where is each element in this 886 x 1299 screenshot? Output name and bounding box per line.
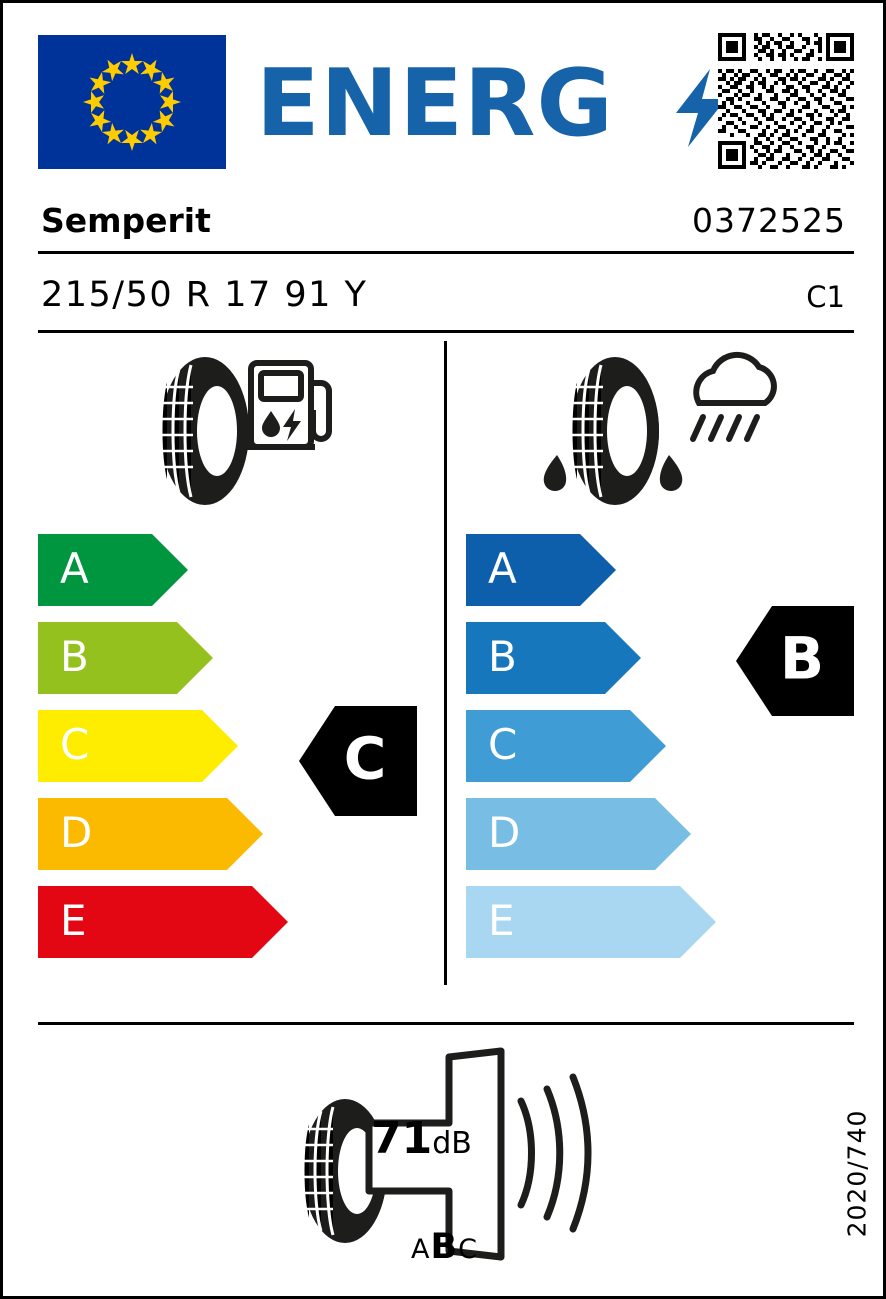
fuel-grade-scale bbox=[38, 534, 308, 974]
noise-value bbox=[371, 1113, 472, 1164]
fuel-grade-c bbox=[38, 710, 308, 782]
grade-letter: D bbox=[60, 808, 93, 858]
wet-grade-a bbox=[466, 534, 736, 606]
grade-letter: A bbox=[488, 544, 517, 594]
tyre-icon bbox=[571, 357, 659, 505]
grade-letter: B bbox=[60, 632, 89, 682]
fuel-pump-icon bbox=[247, 363, 329, 447]
supplier-code: 0372525 bbox=[692, 201, 846, 240]
regulation-text: 2020/740 bbox=[842, 1109, 872, 1238]
wet-grade-b bbox=[466, 622, 736, 694]
grade-letter: D bbox=[488, 808, 521, 858]
vertical-divider bbox=[444, 341, 447, 985]
divider-3 bbox=[38, 1022, 854, 1025]
grade-letter: B bbox=[488, 632, 517, 682]
noise-class-c: C bbox=[458, 1234, 479, 1265]
wet-grade-e bbox=[466, 886, 736, 958]
divider-1 bbox=[38, 251, 854, 254]
brand-name: Semperit bbox=[41, 201, 211, 240]
eu-flag-icon bbox=[38, 35, 226, 169]
noise-class-scale bbox=[411, 1227, 478, 1267]
page-title: ENERG bbox=[256, 49, 614, 157]
sound-waves-icon bbox=[521, 1077, 588, 1229]
grade-letter: A bbox=[60, 544, 89, 594]
noise-unit: dB bbox=[432, 1126, 472, 1161]
noise-class-b-selected: B bbox=[430, 1227, 459, 1267]
grade-letter: C bbox=[488, 720, 518, 770]
grade-letter: E bbox=[60, 896, 87, 946]
grade-letter: E bbox=[488, 896, 515, 946]
fuel-grade-e bbox=[38, 886, 308, 958]
regulation-reference bbox=[839, 1090, 872, 1250]
fuel-grade-b bbox=[38, 622, 308, 694]
wet-grade-c bbox=[466, 710, 736, 782]
fuel-grade-d bbox=[38, 798, 308, 870]
wet-grip-result bbox=[736, 606, 854, 716]
fuel-efficiency-pictogram bbox=[123, 351, 333, 511]
noise-number: 71 bbox=[371, 1113, 433, 1164]
tyre-class: C1 bbox=[806, 280, 845, 314]
noise-class-a: A bbox=[411, 1234, 431, 1265]
tyre-size: 215/50 R 17 91 Y bbox=[41, 275, 368, 315]
wet-grip-pictogram bbox=[533, 351, 783, 511]
wet-result-letter: B bbox=[779, 624, 825, 693]
tyre-icon bbox=[161, 357, 249, 505]
label-header bbox=[38, 33, 854, 173]
grade-letter: C bbox=[60, 720, 90, 770]
rain-cloud-icon bbox=[693, 355, 774, 439]
fuel-result-letter: C bbox=[343, 724, 387, 793]
wet-grade-d bbox=[466, 798, 736, 870]
qr-code-icon bbox=[718, 33, 854, 169]
fuel-efficiency-result bbox=[299, 706, 417, 816]
wet-grade-scale bbox=[466, 534, 736, 974]
fuel-grade-a bbox=[38, 534, 308, 606]
divider-2 bbox=[38, 330, 854, 333]
